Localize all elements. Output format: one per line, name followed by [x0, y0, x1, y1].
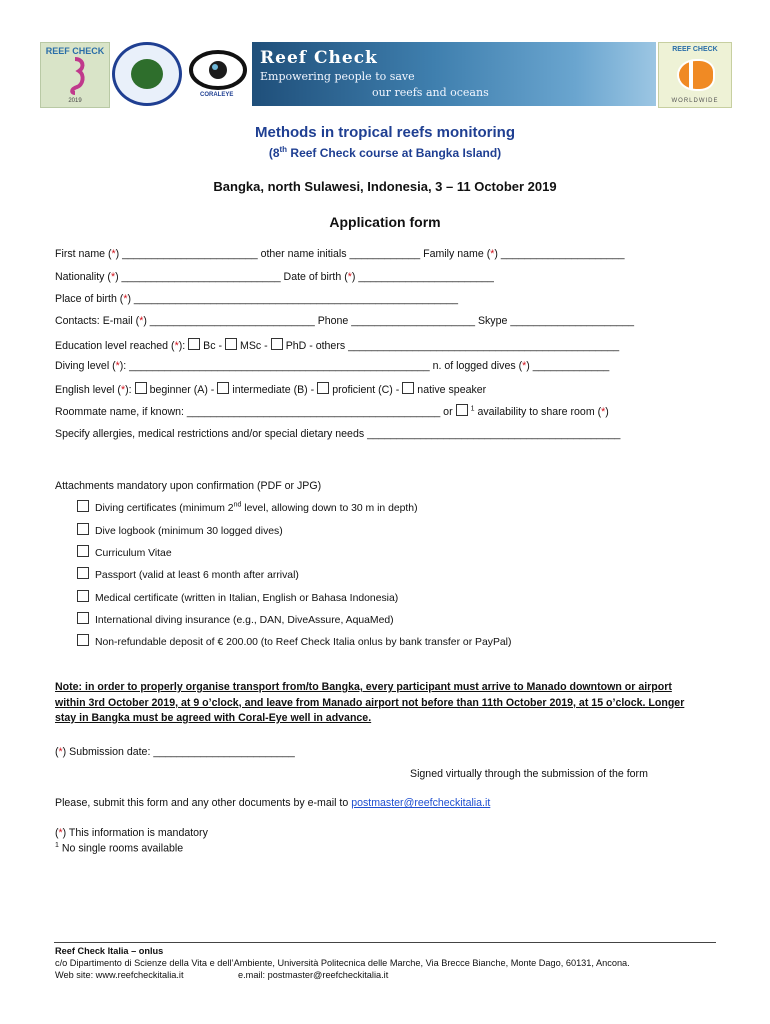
coral-eye-label: CORALEYE [200, 92, 234, 98]
footnote-single-rooms: $^1$ No single rooms available [55, 842, 184, 855]
attachment-checkbox[interactable] [77, 545, 89, 557]
contacts-line[interactable]: Contacts: E-mail (*) ____________________________ Phone _____________________ Skype _____________________ [55, 315, 635, 327]
form-title: Application form [329, 214, 441, 230]
education-line: Education level reached (*): Bc - MSc - PhD - others ______________________________________________ [55, 340, 620, 352]
footer-email[interactable]: e.mail: postmaster@reefcheckitalia.it [238, 970, 389, 980]
reef-check-worldwide-logo [658, 42, 732, 108]
university-seal-logo [112, 42, 182, 106]
attachment-item: Diving certificates (minimum 2nd level, allowing down to 30 m in depth) [77, 500, 418, 514]
roommate-line: Roommate name, if known: ___________________________________________ or $^1$ availability to share room (*) [55, 405, 609, 418]
name-line[interactable]: First name (*) _______________________ other name initials ____________ Family name (*) _____________________ [55, 248, 625, 260]
logo5-sub: WORLDWIDE [671, 98, 719, 104]
banner-title: Reef Check [260, 48, 378, 68]
mandatory-note: (*) This information is mandatory [55, 827, 208, 839]
allergies-line[interactable]: Specify allergies, medical restrictions and/or special dietary needs ___________________________________________ [55, 428, 621, 440]
attachment-item: Medical certificate (written in Italian, English or Bahasa Indonesia) [77, 590, 398, 604]
attachment-checkbox[interactable] [77, 590, 89, 602]
footer-org: Reef Check Italia – onlus [55, 946, 164, 956]
attachment-item: Dive logbook (minimum 30 logged dives) [77, 523, 283, 537]
reef-check-banner [252, 42, 656, 106]
attachment-checkbox[interactable] [77, 523, 89, 535]
attachment-checkbox[interactable] [77, 612, 89, 624]
logo1-text: REEF CHECK [45, 46, 105, 56]
reef-check-2019-logo [40, 42, 110, 108]
attachment-item: Curriculum Vitae [77, 545, 172, 559]
clownfish-icon [677, 59, 715, 91]
banner-tagline-1: Empowering people to save [260, 70, 415, 83]
banner-tagline-2: our reefs and oceans [372, 86, 489, 99]
submit-instructions: Please, submit this form and any other documents by e-mail to postmaster@reefcheckitalia.it [55, 797, 491, 809]
attachment-checkbox[interactable] [77, 634, 89, 646]
attachments-title: Attachments mandatory upon confirmation (PDF or JPG) [55, 480, 322, 492]
msc-checkbox[interactable] [225, 338, 237, 350]
footer-website[interactable]: Web site: www.reefcheckitalia.it [55, 970, 184, 980]
transport-note: Note: in order to properly organise transport from/to Bangka, every participant must arrive to Manado downtown or airport within 3rd October 2019, at 9 o’clock, and leave from Manado airport not before than 11th October 2019, at 15 o’clock. Longer stay in Bangka must be agreed with Coral-Eye well in advance. [55, 681, 685, 724]
attachment-item: Passport (valid at least 6 month after arrival) [77, 567, 299, 581]
proficient-checkbox[interactable] [317, 382, 329, 394]
logo1-year: 2019 [68, 98, 82, 104]
footer-divider [54, 942, 716, 943]
attachment-item: International diving insurance (e.g., DAN, DiveAssure, AquaMed) [77, 612, 394, 626]
attachment-checkbox[interactable] [77, 500, 89, 512]
nationality-line[interactable]: Nationality (*) ___________________________ Date of birth (*) _______________________ [55, 271, 494, 283]
place-of-birth-line[interactable]: Place of birth (*) _______________________________________________________ [55, 293, 458, 305]
logo5-text: REEF CHECK [672, 46, 718, 53]
seahorse-icon [61, 57, 89, 95]
course-location: Bangka, north Sulawesi, Indonesia, 3 – 11 October 2019 [213, 179, 557, 194]
phd-checkbox[interactable] [271, 338, 283, 350]
footer-address: c/o Dipartimento di Scienze della Vita e dell’Ambiente, Università Politecnica delle Marche, Via Brecce Bianche, Monte Dago, 60131, Ancona. [55, 958, 630, 968]
english-level-line: English level (*): beginner (A) - intermediate (B) - proficient (C) - native speaker [55, 384, 487, 396]
attachment-checkbox[interactable] [77, 567, 89, 579]
intermediate-checkbox[interactable] [217, 382, 229, 394]
diving-level-line[interactable]: Diving level (*): ___________________________________________________ n. of logged dives (*) _____________ [55, 360, 610, 372]
course-subtitle: (8th Reef Check course at Bangka Island) [268, 145, 502, 160]
bsc-checkbox[interactable] [188, 338, 200, 350]
beginner-checkbox[interactable] [135, 382, 147, 394]
email-link[interactable]: postmaster@reefcheckitalia.it [351, 797, 491, 809]
attachment-item: Non-refundable deposit of € 200.00 (to Reef Check Italia onlus by bank transfer or PayPal) [77, 634, 511, 648]
signed-virtually-text: Signed virtually through the submission of the form [410, 768, 648, 780]
native-checkbox[interactable] [402, 382, 414, 394]
course-title: Methods in tropical reefs monitoring [254, 124, 516, 141]
submission-date-line[interactable]: (*) Submission date: ________________________ [55, 746, 295, 758]
palm-icon [131, 59, 163, 89]
share-room-checkbox[interactable] [456, 404, 468, 416]
